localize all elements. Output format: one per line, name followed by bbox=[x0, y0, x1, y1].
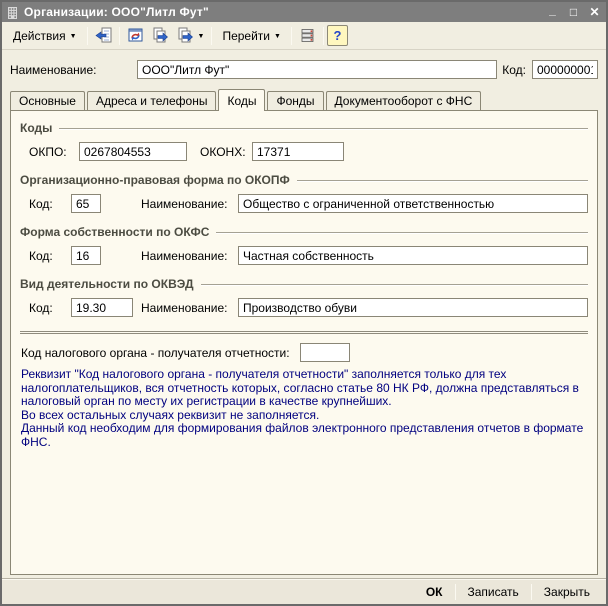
okonh-label: ОКОНХ: bbox=[200, 144, 246, 159]
group-title: Коды bbox=[20, 121, 53, 135]
group-header-okfs bbox=[20, 225, 588, 239]
reread-button[interactable] bbox=[91, 24, 116, 48]
group-title: Форма собственности по ОКФС bbox=[20, 225, 210, 239]
okved-code-input[interactable] bbox=[71, 298, 133, 317]
group-header-okopf bbox=[20, 173, 588, 187]
code-input[interactable] bbox=[532, 60, 598, 79]
okopf-name-input[interactable] bbox=[238, 194, 588, 213]
okfs-name-label: Наименование: bbox=[141, 248, 228, 263]
okved-name-label: Наименование: bbox=[141, 300, 228, 315]
okopf-row bbox=[20, 194, 588, 213]
okved-row bbox=[20, 298, 588, 317]
chevron-down-icon: ▼ bbox=[69, 33, 77, 40]
okpo-input[interactable] bbox=[79, 142, 187, 161]
save-button[interactable]: Записать bbox=[456, 582, 531, 602]
tab-adresa-i-telefony[interactable]: Адреса и телефоны bbox=[87, 91, 217, 110]
toolbar bbox=[2, 22, 606, 50]
section-separator bbox=[20, 331, 588, 334]
toolbar-separator bbox=[119, 27, 120, 45]
structure-button[interactable] bbox=[295, 24, 320, 48]
name-label: Наименование: bbox=[10, 62, 97, 77]
tab-bar bbox=[10, 88, 598, 110]
group-header-okved bbox=[20, 277, 588, 291]
refresh-icon bbox=[127, 27, 144, 44]
tab-dokumentooborot-s-fns[interactable]: Документооборот с ФНС bbox=[326, 91, 482, 110]
okpo-label: ОКПО: bbox=[29, 144, 67, 159]
group-header-line bbox=[59, 128, 588, 130]
okfs-name-input[interactable] bbox=[238, 246, 588, 265]
toolbar-separator bbox=[87, 27, 88, 45]
help-button[interactable]: ? bbox=[327, 25, 348, 46]
ok-button[interactable]: ОК bbox=[414, 582, 455, 602]
okved-code-label: Код: bbox=[29, 300, 53, 315]
okfs-code-label: Код: bbox=[29, 248, 53, 263]
chevron-down-icon: ▼ bbox=[274, 33, 281, 40]
copy-icon bbox=[152, 27, 169, 44]
actions-menu-button[interactable] bbox=[6, 24, 84, 48]
code-label: Код: bbox=[502, 62, 526, 77]
copy-icon bbox=[177, 27, 194, 44]
group-header-line bbox=[216, 232, 588, 234]
group-title: Вид деятельности по ОКВЭД bbox=[20, 277, 194, 291]
go-menu-label: Перейти bbox=[222, 28, 271, 43]
go-menu-button[interactable] bbox=[215, 24, 288, 48]
window-title: Организации: ООО"Литл Фут" bbox=[24, 5, 209, 19]
copy-dropdown-button[interactable] bbox=[173, 24, 209, 48]
info-paragraph: Во всех остальных случаях реквизит не заполняется. bbox=[21, 407, 320, 422]
button-bar bbox=[2, 579, 606, 604]
okopf-code-input[interactable] bbox=[71, 194, 101, 213]
kody-row bbox=[20, 142, 588, 161]
toolbar-separator bbox=[211, 27, 212, 45]
copy-button[interactable] bbox=[148, 24, 173, 48]
info-paragraph: Реквизит "Код налогового органа - получателя отчетности" заполняется только для тех налогоплательщиков, вся отчетность которых, согласно статье 80 НК РФ, должна представляться в налоговый орган по месту их регистрации в качестве крупнейших. bbox=[21, 367, 579, 408]
reread-icon bbox=[95, 27, 112, 44]
building-icon bbox=[6, 6, 19, 19]
minimize-button[interactable]: _ bbox=[549, 3, 556, 17]
toolbar-separator bbox=[291, 27, 292, 45]
tab-panel-kody bbox=[10, 110, 598, 575]
okopf-name-label: Наименование: bbox=[141, 196, 228, 211]
okopf-code-label: Код: bbox=[29, 196, 53, 211]
titlebar[interactable] bbox=[2, 2, 606, 22]
actions-menu-label: Действия bbox=[13, 28, 66, 43]
close-button-footer[interactable]: Закрыть bbox=[532, 582, 602, 602]
chevron-down-icon: ▼ bbox=[197, 33, 205, 40]
name-input[interactable] bbox=[137, 60, 497, 79]
tab-fondy[interactable]: Фонды bbox=[267, 91, 323, 110]
group-title: Организационно-правовая форма по ОКОПФ bbox=[20, 173, 290, 187]
okfs-code-input[interactable] bbox=[71, 246, 101, 265]
group-header-line bbox=[297, 180, 588, 182]
tax-code-input[interactable] bbox=[300, 343, 350, 362]
tab-osnovnye[interactable]: Основные bbox=[10, 91, 85, 110]
toolbar-separator bbox=[323, 27, 324, 45]
group-header-kody bbox=[20, 121, 588, 135]
okonh-input[interactable] bbox=[252, 142, 344, 161]
tab-kody[interactable]: Коды bbox=[218, 89, 265, 111]
maximize-button[interactable]: □ bbox=[569, 5, 578, 19]
form-area bbox=[2, 50, 606, 579]
group-header-line bbox=[201, 284, 588, 286]
info-paragraph: Данный код необходим для формирования файлов электронного представления отчетов в формате ФНС. bbox=[21, 421, 584, 449]
refresh-button[interactable] bbox=[123, 24, 148, 48]
name-row bbox=[10, 60, 598, 79]
okfs-row bbox=[20, 246, 588, 265]
close-button[interactable]: ✕ bbox=[589, 5, 600, 19]
info-text bbox=[20, 368, 588, 449]
tax-code-label: Код налогового органа - получателя отчетности: bbox=[21, 345, 290, 360]
tax-code-row bbox=[20, 343, 588, 362]
okved-name-input[interactable] bbox=[238, 298, 588, 317]
structure-icon bbox=[299, 27, 316, 44]
